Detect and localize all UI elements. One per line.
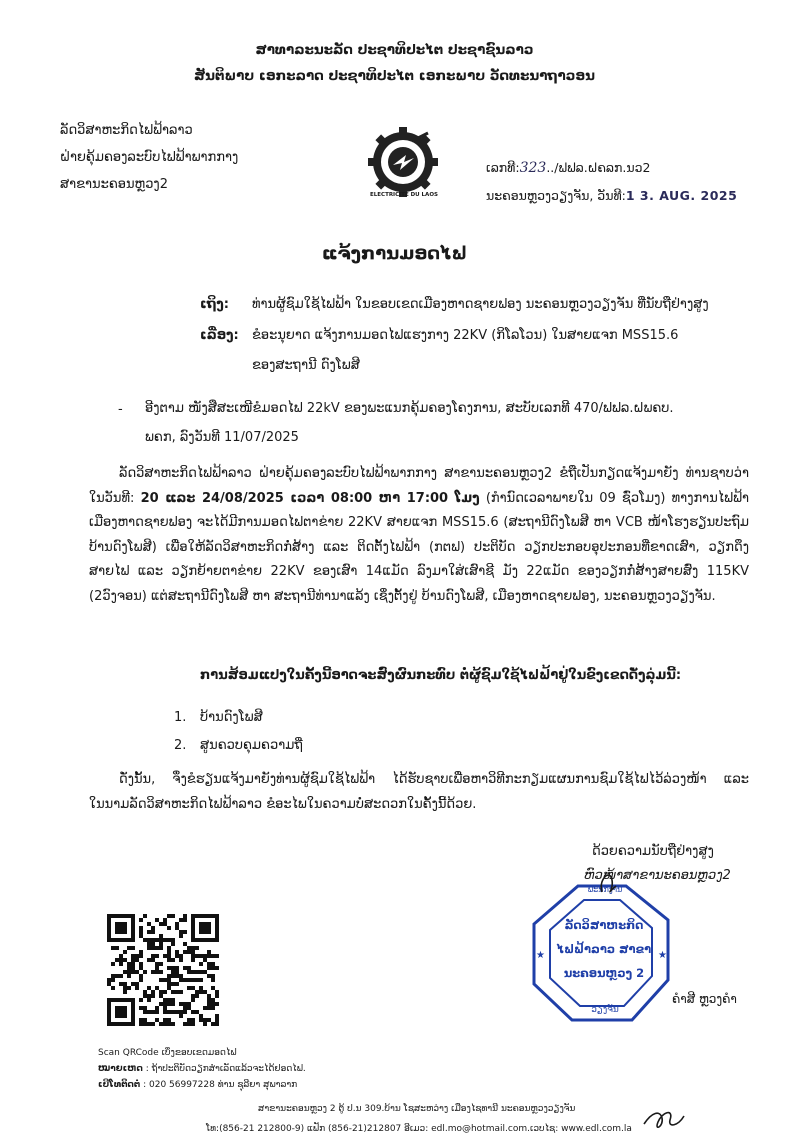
qr-code: [107, 914, 219, 1026]
qr-caption: Scan QRCode ເບິ່ງຂອບເຂດມອດໄຟ: [98, 1048, 237, 1058]
main-paragraph: [89, 462, 749, 609]
qr-contact-text: : 020 56997228 ທ່ານ ຊຸລີຍາ ສຸພາລາກ: [140, 1080, 298, 1090]
area-number-1: 1.: [174, 710, 187, 725]
paragraph-intro: ລັດວິສາຫະກິດໄຟຟ້າລາວ ຝ່າຍຄຸ້ມຄອງລະບົບໄຟຟ້າພາກກາງ ສາຂານະຄອນຫຼວງ2 ຂໍຖືເປັນກຽດແຈ້ງມາຍັງ ທ່ານຊາບວ່າໃນວັນທີ:: [89, 466, 749, 506]
svg-text:★: ★: [658, 950, 667, 961]
signatory-name: ຄໍາສີ ຫຼວງຄໍາ: [672, 992, 737, 1006]
reference-number-label: ເລກທີ:: [486, 160, 520, 175]
reference-bullet: -: [118, 402, 123, 417]
subject-line1: ຂໍອະນຸຍາດ ແຈ້ງການມອດໄຟແຮງກາງ 22KV (ກິໂລໂວນ) ໃນສາຍແຈກ MSS15.6: [252, 328, 679, 343]
to-text: ທ່ານຜູ້ຊົມໃຊ້ໄຟຟ້າ ໃນຂອບເຂດເມືອງຫາດຊາຍຟອງ ນະຄອນຫຼວງວຽງຈັນ ທີ່ນັບຖືຢ່າງສູງ: [252, 297, 709, 312]
qr-note-label: ໝາຍເຫດ: [98, 1064, 143, 1074]
footer-contact: ໂທ:(856-21 212800-9) ແຟັກ (856-21)212807 ອີເມວ: edl.mo@hotmail.com.ເວບໄຊ: www.edl.com.la: [206, 1124, 632, 1134]
national-header-line2: ສັນຕິພາບ ເອກະລາດ ປະຊາທິປະໄຕ ເອກະພາບ ວັດທະນາຖາວອນ: [193, 68, 596, 84]
paragraph-detail: (ກຳນົດເວລາພາຍໃນ 09 ຊົ່ວໂມງ) ທາງການໄຟຟ້າເມືອງຫາດຊາຍຟອງ ຈະໄດ້ມີການມອດໄຟຕາຂ່າຍ 22KV ສາຍແຈກ MSS15.6 (ສະຖານີດົງໂພສີ ຫາ VCB ໜ້າໂຮງຮຽນປະຖົມ ບ້ານດົງໂພສີ) ເພື່ອໃຫ້ລັດວິສາຫະກິດກໍ່ສ້າງ ແລະ ຕິດຕັ້ງໄຟຟ້າ (ກຕຟ) ປະຕິບັດ ວຽກປະກອບອຸປະກອນທີ່ຂາດເສົາ, ວຽກດຶງສາຍໄຟ ແລະ ວຽກຍ້າຍຕາຂ່າຍ 22KV ຂອງເສົາ 14ແມັດ ລົງມາໃສ່ເສົາຊີ ມັງ 22ແມັດ ຂອງວຽກກໍ່ສ້າງສາຍສົ່ງ 115KV (2ວົງຈອນ) ແຕ່ສະຖານີດົງໂພສີ ຫາ ສະຖານີທ່ານາແລ້ງ ເຊິ່ງຕັ້ງຢູ່ ບ້ານດົງໂພສີ, ເມືອງຫາດຊາຍຟອງ, ນະຄອນຫຼວງວຽງຈັນ.: [89, 490, 749, 604]
closing-text: ດັ່ງນັ້ນ, ຈຶ່ງຂໍຮຽນແຈ້ງມາຍັງທ່ານຜູ້ຊົມໃຊ້ໄຟຟ້າ ໄດ້ຮັບຊາບເພື່ອຫາວິທີກະກຽມແຜນການຊົມໃຊ້ໄຟໄວ້ລ່ວງໜ້າ ແລະ ໃນນາມລັດວິສາຫະກິດໄຟຟ້າລາວ ຂໍອະໄພໃນຄວາມບໍ່ສະດວກໃນຄັ້ງນີ້ດ້ວຍ.: [89, 772, 749, 812]
logo-text: ELECTRICITE DU LAOS: [370, 192, 438, 198]
org-line1: ລັດວິສາຫະກິດໄຟຟ້າລາວ: [60, 123, 193, 138]
area-name-1: ບ້ານດົງໂພສີ: [200, 710, 263, 725]
qr-note: [98, 1064, 306, 1074]
reference-date-value: 1 3. AUG. 2025: [625, 188, 738, 203]
edl-logo: [366, 125, 440, 199]
to-label: ເຖິງ:: [200, 297, 230, 312]
stamp-ring-bottom: ວຽງຈັນ: [591, 1005, 619, 1015]
footer-address: ສາຂານະຄອນຫຼວງ 2 ຕູ້ ປ.ນ 309.ບ້ານ ໂຊສະຫວ່າງ ເມືອງໄຊທານີ ນະຄອນຫຼວງວຽງຈັນ: [258, 1104, 576, 1114]
stamp-line2: ໄຟຟ້າລາວ ສາຂາ: [556, 942, 652, 956]
reference-note-line1: ອີງຕາມ ໜັງສືສະເໜີຂໍມອດໄຟ 22kV ຂອງພະແນກຄຸ້ມຄອງໂຄງການ, ສະບັບເລກທີ 470/ຟຟລ.ຝພຄບ.: [145, 401, 674, 416]
qr-contact: [98, 1080, 297, 1090]
area-number-2: 2.: [174, 738, 187, 753]
signatory-role: ຫົວໜ້າສາຂານະຄອນຫຼວງ2: [584, 868, 731, 883]
regards-text: ດ້ວຍຄວາມນັບຖືຢ່າງສູງ: [592, 844, 714, 859]
handwritten-signature: [596, 862, 726, 902]
subject-line2: ຂອງສະຖານີ ດົງໂພສີ: [252, 358, 360, 373]
stamp-line3: ນະຄອນຫຼວງ 2: [563, 966, 645, 980]
reference-date: [486, 188, 737, 203]
subject-label: ເລື່ອງ:: [200, 328, 239, 343]
reference-note-line2: ພຄກ, ລົງວັນທີ 11/07/2025: [145, 430, 299, 445]
reference-number-value: 323: [519, 160, 547, 176]
org-line3: ສາຂານະຄອນຫຼວງ2: [60, 177, 168, 192]
reference-number: [486, 160, 651, 176]
stamp-ring-top: ພະນັກງານ: [587, 885, 623, 894]
qr-note-text: : ຖ້າປະຕິບັດວຽກສຳເລັດແລ້ວຈະໄດ້ຢອດໄຟ.: [142, 1064, 306, 1074]
impact-heading: ການສ້ອມແປງໃນຄັ້ງນີ້ອາດຈະສົ່ງຜົນກະທົບ ຕໍ່ຜູ້ຊົມໃຊ້ໄຟຟ້າຢູ່ໃນຂົງເຂດດັ່ງລຸ່ມນີ້:: [200, 668, 682, 683]
outage-schedule: 20 ແລະ 24/08/2025 ເວລາ 08:00 ຫາ 17:00 ໂມງ: [140, 490, 480, 506]
reference-date-label: ນະຄອນຫຼວງວຽງຈັນ, ວັນທີ:: [486, 188, 626, 203]
initials-mark: [640, 1102, 690, 1138]
org-line2: ຝ່າຍຄຸ້ມຄອງລະບົບໄຟຟ້າພາກກາງ: [60, 150, 239, 165]
document-title: ແຈ້ງການມອດໄຟ: [321, 243, 468, 264]
closing-paragraph: [89, 768, 749, 817]
national-header-line1: ສາທາລະນະລັດ ປະຊາທິປະໄຕ ປະຊາຊົນລາວ: [255, 42, 534, 58]
reference-number-suffix: ../ຟຟລ.ຝຄລກ.ນວ2: [546, 160, 651, 175]
qr-contact-label: ເບີໂທຕິດຕໍ່: [98, 1080, 141, 1090]
svg-text:★: ★: [536, 950, 545, 961]
stamp-line1: ລັດວິສາຫະກິດ: [564, 918, 644, 932]
area-name-2: ສູນຄວບຄຸມຄວາມຖີ່: [200, 738, 303, 753]
